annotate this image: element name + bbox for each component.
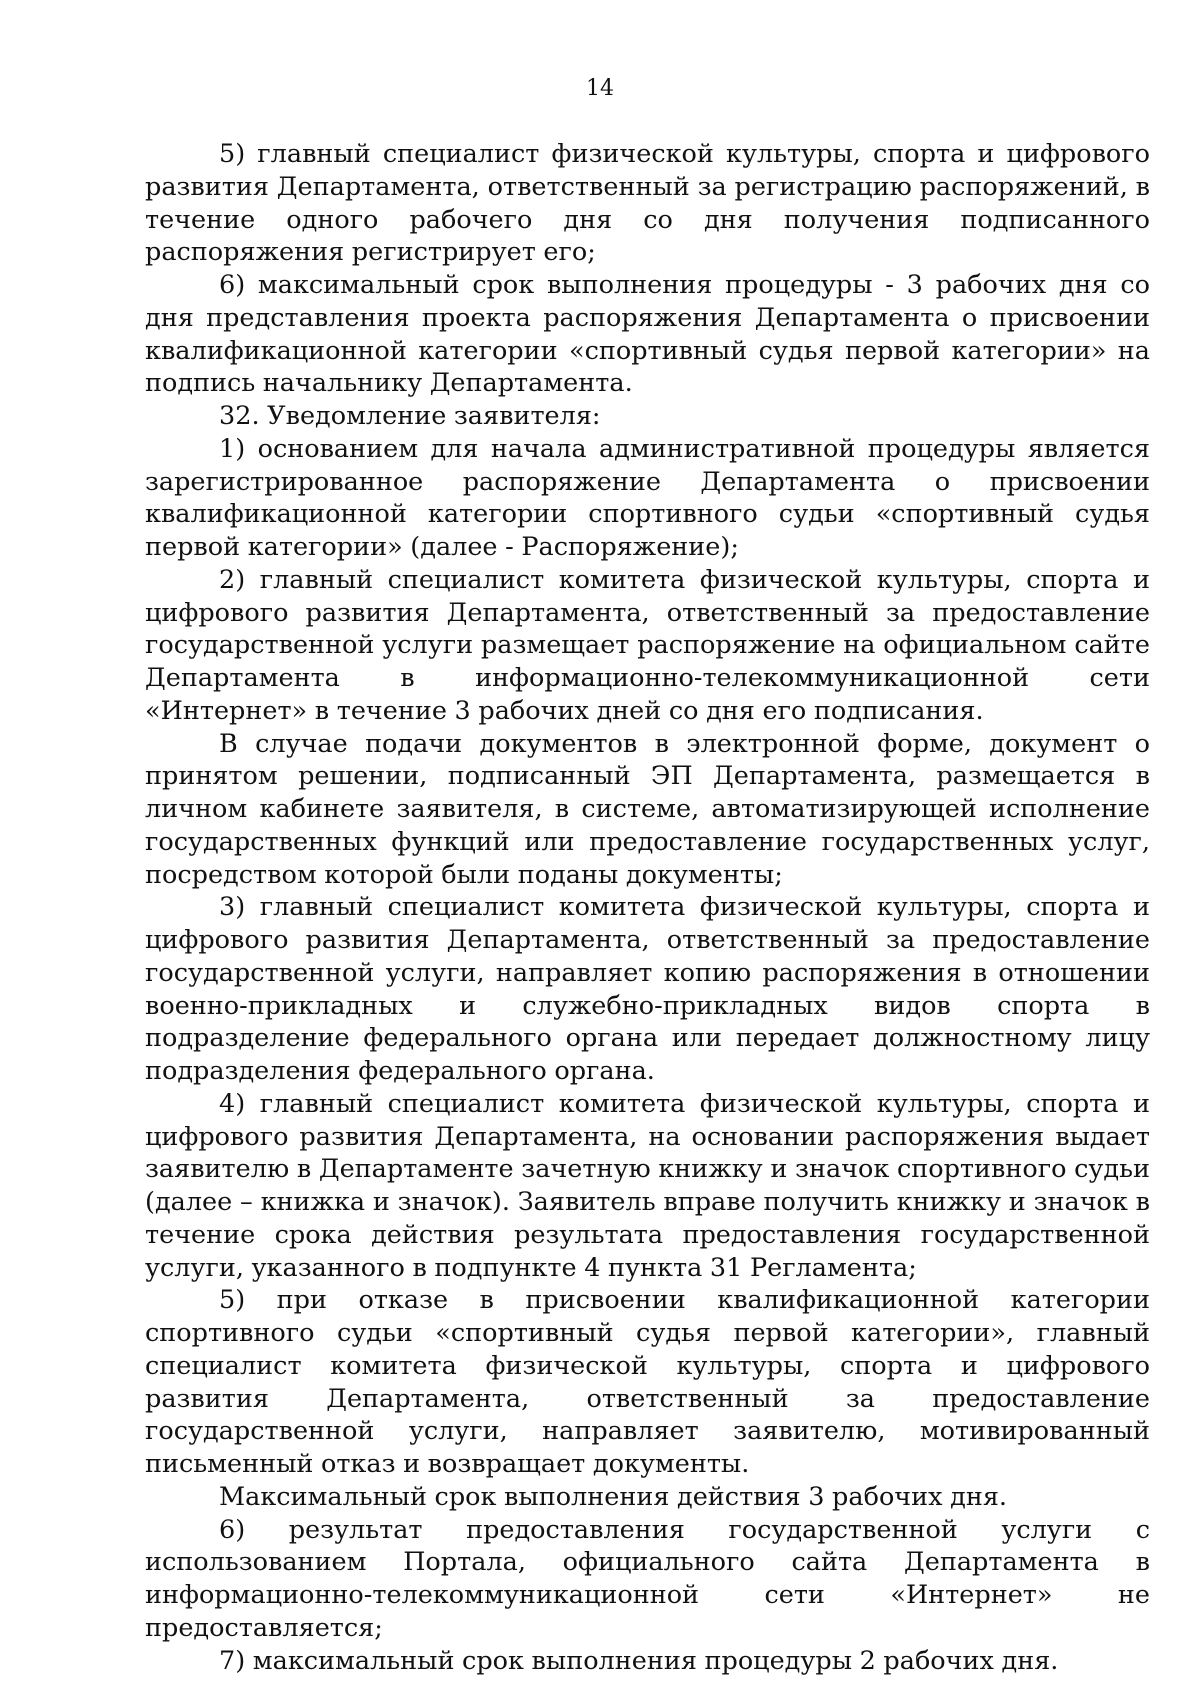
paragraph-item-2-publication: 2) главный специалист комитета физической культуры, спорта и цифрового развития Департамента, ответственный за предоставление государственной услуги размещает распоряжение на официальном сайте Департамента в информационно-телекоммуникационной сети «Интернет» в течение 3 рабочих дней со дня его подписания. bbox=[145, 564, 1150, 726]
paragraph-item-6-result: 6) результат предоставления государственной услуги с использованием Портала, официального сайта Департамента в информационно-телекоммуникационной сети «Интернет» не предоставляется; bbox=[145, 1514, 1150, 1643]
paragraph-item-4-issuance: 4) главный специалист комитета физической культуры, спорта и цифрового развития Департамента, на основании распоряжения выдает заявителю в Департаменте зачетную книжку и значок спортивного судьи (далее – книжка и значок). Заявитель вправе получить книжку и значок в течение срока действия результата предоставления государственной услуги, указанного в подпункте 4 пункта 31 Регламента; bbox=[145, 1088, 1150, 1283]
page-number: 14 bbox=[586, 76, 614, 101]
document-body bbox=[145, 138, 1150, 1677]
paragraph-max-term-action: Максимальный срок выполнения действия 3 рабочих дня. bbox=[219, 1481, 1008, 1512]
paragraph-item-6-max-term: 6) максимальный срок выполнения процедуры - 3 рабочих дня со дня представления проекта распоряжения Департамента о присвоении квалификационной категории «спортивный судья первой категории» на подпись начальнику Департамента. bbox=[145, 270, 1150, 399]
paragraph-item-3-copy: 3) главный специалист комитета физической культуры, спорта и цифрового развития Департамента, ответственный за предоставление государственной услуги, направляет копию распоряжения в отношении военно-прикладных и служебно-прикладных видов спорта в подразделение федерального органа или передает должностному лицу подразделения федерального органа. bbox=[145, 892, 1150, 1086]
paragraph-electronic-form: В случае подачи документов в электронной форме, документ о принятом решении, подписанный ЭП Департамента, размещается в личном кабинете заявителя, в системе, автоматизирующей исполнение государственных функций или предоставление государственных услуг, посредством которой были поданы документы; bbox=[145, 728, 1150, 890]
paragraph-item-7-max-term: 7) максимальный срок выполнения процедуры 2 рабочих дня. bbox=[219, 1645, 1059, 1676]
paragraph-item-5-registration: 5) главный специалист физической культуры, спорта и цифрового развития Департамента, ответственный за регистрацию распоряжений, в течение одного рабочего дня со дня получения подписанного распоряжения регистрирует его; bbox=[145, 139, 1150, 268]
paragraph-item-5-refusal: 5) при отказе в присвоении квалификационной категории спортивного судьи «спортивный судья первой категории», главный специалист комитета физической культуры, спорта и цифрового развития Департамента, ответственный за предоставление государственной услуги, направляет заявителю, мотивированный письменный отказ и возвращает документы. bbox=[145, 1285, 1150, 1479]
paragraph-item-1-basis: 1) основанием для начала административной процедуры является зарегистрированное распоряжение Департамента о присвоении квалификационной категории спортивного судьи «спортивный судья первой категории» (далее - Распоряжение); bbox=[145, 433, 1150, 562]
section-heading-32: 32. Уведомление заявителя: bbox=[219, 401, 601, 431]
